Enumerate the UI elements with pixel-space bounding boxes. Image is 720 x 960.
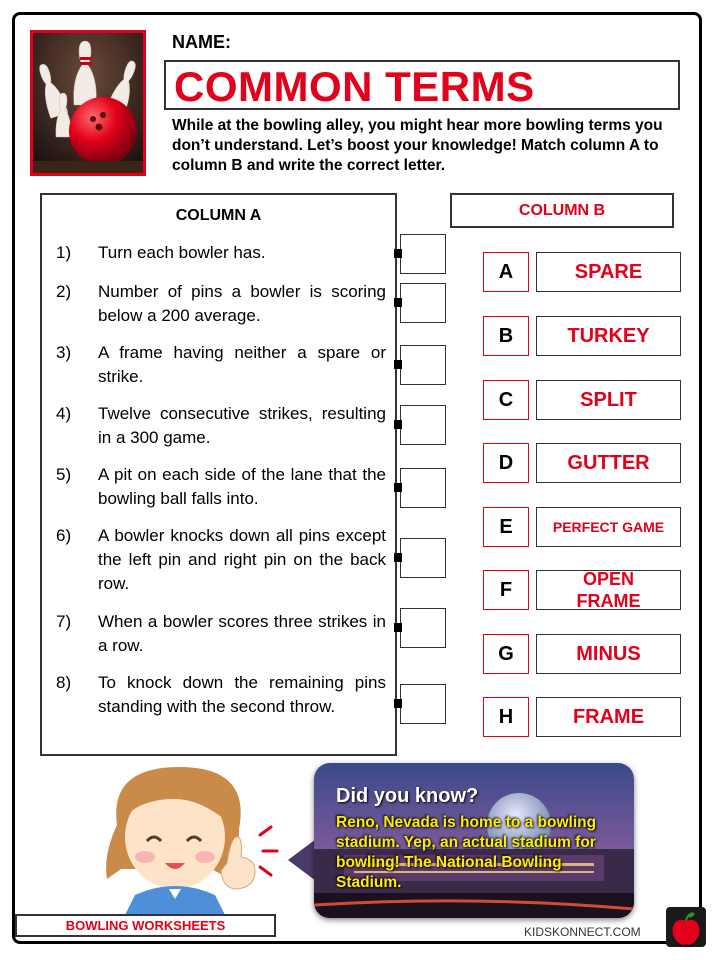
option-letter: E — [483, 507, 529, 547]
answer-box-2[interactable] — [400, 283, 446, 323]
footer-worksheet-label: BOWLING WORKSHEETS — [15, 914, 276, 937]
column-b-title: COLUMN B — [450, 193, 674, 228]
option-letter: D — [483, 443, 529, 483]
answer-box-6[interactable] — [400, 538, 446, 578]
question-text: A frame having neither a spare or strike. — [98, 343, 386, 386]
question-item — [56, 524, 386, 596]
question-number: 3) — [56, 343, 72, 362]
column-a — [40, 193, 397, 756]
name-label: NAME: — [172, 32, 231, 52]
question-item — [56, 280, 386, 328]
option-letter: A — [483, 252, 529, 292]
question-number: 7) — [56, 612, 72, 631]
question-item — [56, 671, 386, 719]
question-number: 6) — [56, 526, 72, 545]
question-text: Number of pins a bowler is scoring below a 200 average. — [98, 282, 386, 325]
page-title: COMMON TERMS — [174, 63, 535, 110]
title-box — [164, 60, 680, 110]
option-letter: B — [483, 316, 529, 356]
question-number: 2) — [56, 282, 72, 301]
option-letter: H — [483, 697, 529, 737]
answer-box-3[interactable] — [400, 345, 446, 385]
option-term: SPLIT — [536, 380, 681, 420]
question-text: A pit on each side of the lane that the bowling ball falls into. — [98, 465, 386, 508]
option-term: OPEN FRAME — [536, 570, 681, 610]
intro-text: While at the bowling alley, you might hear more bowling terms you don’t understand. Let’s boost your knowledge! Match column A to column B and write the correct letter. — [172, 117, 663, 174]
did-you-know-title: Did you know? — [336, 785, 479, 807]
option-term: MINUS — [536, 634, 681, 674]
question-text: Turn each bowler has. — [98, 243, 266, 262]
girl-character-illustration — [95, 765, 295, 915]
answer-box-8[interactable] — [400, 684, 446, 724]
question-number: 1) — [56, 243, 72, 262]
answer-box-5[interactable] — [400, 468, 446, 508]
answer-box-1[interactable] — [400, 234, 446, 274]
footer-site-url[interactable]: KIDSKONNECT.COM — [524, 925, 641, 939]
option-term: PERFECT GAME — [536, 507, 681, 547]
question-text: Twelve consecutive strikes, resulting in a 300 game. — [98, 404, 386, 447]
option-term: SPARE — [536, 252, 681, 292]
answer-box-4[interactable] — [400, 405, 446, 445]
did-you-know-text: Reno, Nevada is home to a bowling stadium. Yep, an actual stadium for bowling! The National Bowling Stadium. — [336, 814, 597, 891]
question-item — [56, 341, 386, 389]
question-number: 4) — [56, 404, 72, 423]
option-term: FRAME — [536, 697, 681, 737]
question-text: A bowler knocks down all pins except the left pin and right pin on the back row. — [98, 526, 386, 593]
question-number: 5) — [56, 465, 72, 484]
question-item — [56, 610, 386, 658]
option-term: TURKEY — [536, 316, 681, 356]
apple-logo-icon — [666, 907, 706, 947]
question-number: 8) — [56, 673, 72, 692]
option-term: GUTTER — [536, 443, 681, 483]
option-letter: G — [483, 634, 529, 674]
answer-box-7[interactable] — [400, 608, 446, 648]
option-letter: F — [483, 570, 529, 610]
bowling-pins-image — [30, 30, 146, 176]
option-letter: C — [483, 380, 529, 420]
question-text: When a bowler scores three strikes in a row. — [98, 612, 386, 655]
question-item — [56, 241, 386, 265]
question-item — [56, 402, 386, 450]
question-item — [56, 463, 386, 511]
column-a-title: COLUMN A — [175, 207, 262, 224]
question-text: To knock down the remaining pins standing with the second throw. — [98, 673, 386, 716]
did-you-know-box — [314, 763, 634, 918]
